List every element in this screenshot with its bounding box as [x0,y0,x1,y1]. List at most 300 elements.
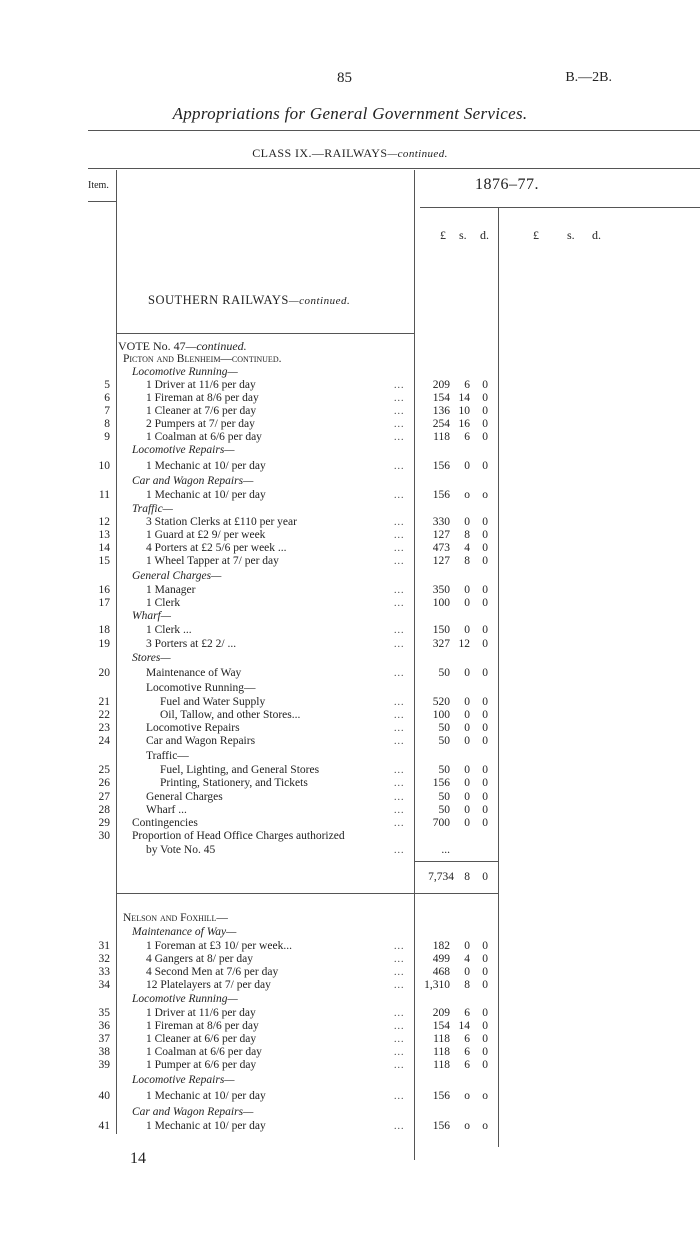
item-number: 13 [98,529,110,541]
table-row [0,966,700,979]
item-label: Wharf— [132,610,171,622]
table-row [0,516,700,529]
amount-shillings: 6 [464,379,470,391]
item-number: 40 [98,1090,110,1102]
item-label: 3 Station Clerks at £110 per year [146,516,297,528]
table-row [0,624,700,637]
amount-shillings: 12 [458,638,470,650]
amount-pence: 0 [482,722,488,734]
item-number: 24 [98,735,110,747]
item-label: 1 Driver at 11/6 per day [146,379,256,391]
item-number: 26 [98,777,110,789]
amount-shillings: 0 [464,597,470,609]
amount-shillings: 10 [458,405,470,417]
amount-pence: 0 [482,696,488,708]
table-row [0,379,700,392]
leader-dots: ... [394,598,405,609]
item-label: Locomotive Running— [132,993,238,1005]
leader-dots: ... [394,954,405,965]
amount-pence: 0 [482,1033,488,1045]
item-label: Oil, Tallow, and other Stores... [160,709,301,721]
item-number: 16 [98,584,110,596]
table-row [0,1020,700,1033]
leader-dots: ... [394,1008,405,1019]
item-label: Picton and Blenheim—continued. [123,353,282,365]
vote-heading: VOTE No. 47—continued. [118,339,247,353]
item-label: Locomotive Running— [132,366,238,378]
currency-pence-2: d. [592,228,601,242]
amount-pounds: 520 [432,696,450,708]
amount-pence: 0 [482,764,488,776]
table-row [0,667,700,680]
item-number: 41 [98,1120,110,1132]
amount-shillings: 0 [464,722,470,734]
leader-dots: ... [394,668,405,679]
currency-shillings-2: s. [567,228,575,242]
item-label: Stores— [132,652,171,664]
leader-dots: ... [394,765,405,776]
amount-pence: 0 [482,817,488,829]
table-row [0,489,700,502]
item-number: 19 [98,638,110,650]
item-label: 1 Mechanic at 10/ per day [146,460,266,472]
table-row [0,1106,700,1119]
item-label: 1 Mechanic at 10/ per day [146,1090,266,1102]
amount-shillings: 4 [464,542,470,554]
amount-pounds: 136 [432,405,450,417]
amount-shillings: 14 [458,1020,470,1032]
amount-shillings: o [464,1120,470,1132]
amount-pounds: 100 [432,597,450,609]
amount-shillings: 6 [464,1033,470,1045]
item-number: 32 [98,953,110,965]
leader-dots: ... [394,461,405,472]
leader-dots: ... [394,639,405,650]
amount-pounds: 1,310 [424,979,450,991]
currency-pounds-2: £ [533,228,539,242]
subtotal-rule-bottom [414,893,498,894]
leader-dots: ... [394,967,405,978]
vote-rule [116,333,414,334]
table-row [0,1059,700,1072]
item-number: 20 [98,667,110,679]
table-row [0,696,700,709]
leader-dots: ... [394,490,405,501]
table-row [0,764,700,777]
item-number: 37 [98,1033,110,1045]
amount-pounds: ... [441,844,450,856]
item-label: 1 Cleaner at 7/6 per day [146,405,257,417]
leader-dots: ... [394,792,405,803]
item-number: 6 [104,392,110,404]
amount-shillings: 0 [464,764,470,776]
item-header-underline [88,201,116,202]
amount-pounds: 254 [432,418,450,430]
item-label: Traffic— [146,750,189,762]
item-label: Car and Wagon Repairs [146,735,256,747]
amount-pence: o [482,489,488,501]
amount-pence: o [482,1120,488,1132]
amount-shillings: 6 [464,431,470,443]
amount-shillings: 6 [464,1007,470,1019]
leader-dots: ... [394,1021,405,1032]
amount-shillings: 0 [464,735,470,747]
item-label: 1 Coalman at 6/6 per day [146,431,262,443]
amount-pounds: 209 [432,379,450,391]
amount-pence: 0 [482,979,488,991]
item-number: 9 [104,431,110,443]
item-number: 17 [98,597,110,609]
item-label: Car and Wagon Repairs— [132,475,254,487]
amount-shillings: 0 [464,804,470,816]
leader-dots: ... [394,941,405,952]
amount-pence: 0 [482,597,488,609]
currency-pounds-1: £ [440,228,446,242]
amount-shillings: 16 [458,418,470,430]
amount-pence: 0 [482,529,488,541]
amount-pence: 0 [482,791,488,803]
leader-dots: ... [394,625,405,636]
amount-pounds: 118 [433,1059,450,1071]
item-number: 28 [98,804,110,816]
table-row [0,584,700,597]
amount-pounds: 118 [433,1033,450,1045]
amount-pence: 0 [482,1020,488,1032]
table-row [0,722,700,735]
amount-shillings: o [464,1090,470,1102]
item-label: Maintenance of Way [146,667,242,679]
amount-shillings: 0 [464,584,470,596]
amount-pence: 0 [482,584,488,596]
item-label: 1 Fireman at 8/6 per day [146,1020,259,1032]
leader-dots: ... [394,778,405,789]
leader-dots: ... [394,585,405,596]
leader-dots: ... [394,1121,405,1132]
table-row [0,353,700,366]
table-row [0,709,700,722]
item-label: 1 Cleaner at 6/6 per day [146,1033,257,1045]
item-number: 25 [98,764,110,776]
amount-shillings: 0 [464,624,470,636]
item-label: Locomotive Running— [146,682,256,694]
subtotal-rule-top [414,861,498,862]
leader-dots: ... [394,1060,405,1071]
item-number: 31 [98,940,110,952]
leader-dots: ... [394,1034,405,1045]
leader-dots: ... [394,419,405,430]
amount-shillings: 8 [464,555,470,567]
section-heading: SOUTHERN RAILWAYS—continued. [148,293,351,307]
table-row [0,817,700,830]
amount-shillings: 8 [464,979,470,991]
item-label: Fuel, Lighting, and General Stores [160,764,320,776]
table-row [0,979,700,992]
item-number: 34 [98,979,110,991]
amount-pence: 0 [482,624,488,636]
item-label: 2 Pumpers at 7/ per day [146,418,255,430]
amount-pounds: 50 [438,722,450,734]
item-number: 18 [98,624,110,636]
table-row [0,844,700,857]
amount-pence: 0 [482,1007,488,1019]
amount-pounds: 327 [432,638,450,650]
amount-shillings: 0 [464,667,470,679]
amount-pence: 0 [482,777,488,789]
subtotal-pence: 0 [482,871,488,883]
amount-pounds: 156 [432,777,450,789]
amount-pence: o [482,1090,488,1102]
leader-dots: ... [394,723,405,734]
item-label: 4 Gangers at 8/ per day [146,953,253,965]
item-label: 1 Coalman at 6/6 per day [146,1046,262,1058]
item-number: 12 [98,516,110,528]
table-row [0,1120,700,1133]
amount-pounds: 127 [432,555,450,567]
amount-pounds: 156 [432,1120,450,1132]
table-row [0,777,700,790]
amount-pence: 0 [482,542,488,554]
leader-dots: ... [394,980,405,991]
item-number: 11 [98,489,110,501]
amount-pounds: 156 [432,460,450,472]
item-label: 1 Mechanic at 10/ per day [146,1120,266,1132]
table-row [0,610,700,623]
table-row [0,597,700,610]
item-label: Contingencies [132,817,198,829]
amount-pence: 0 [482,431,488,443]
amount-pounds: 50 [438,735,450,747]
amount-pence: 0 [482,953,488,965]
amount-pounds: 209 [432,1007,450,1019]
amount-shillings: o [464,489,470,501]
amount-shillings: 0 [464,791,470,803]
item-number: 5 [104,379,110,391]
amount-pounds: 700 [432,817,450,829]
leader-dots: ... [394,517,405,528]
leader-dots: ... [394,432,405,443]
table-row [0,1046,700,1059]
item-label: Locomotive Repairs— [132,444,235,456]
subtotal-pounds: 7,734 [428,871,454,883]
item-number: 27 [98,791,110,803]
amount-pence: 0 [482,940,488,952]
amount-pence: 0 [482,379,488,391]
amount-pence: 0 [482,516,488,528]
item-number: 39 [98,1059,110,1071]
item-label: 1 Mechanic at 10/ per day [146,489,266,501]
year-header: 1876–77. [475,176,539,193]
item-label: General Charges [146,791,223,803]
item-number: 36 [98,1020,110,1032]
amount-shillings: 0 [464,817,470,829]
leader-dots: ... [394,845,405,856]
leader-dots: ... [394,818,405,829]
amount-pounds: 499 [432,953,450,965]
amount-shillings: 6 [464,1046,470,1058]
item-label: Car and Wagon Repairs— [132,1106,254,1118]
table-row [0,1007,700,1020]
item-label: 4 Porters at £2 5/6 per week ... [146,542,287,554]
table-row [0,993,700,1006]
item-label: Fuel and Water Supply [160,696,266,708]
item-label: 4 Second Men at 7/6 per day [146,966,279,978]
item-label: Nelson and Foxhill— [123,912,228,924]
item-label: 1 Pumper at 6/6 per day [146,1059,257,1071]
subtotal-shillings: 8 [464,871,470,883]
amount-shillings: 0 [464,460,470,472]
year-header-underline [420,207,700,208]
page-title: Appropriations for General Government Services. [172,104,528,123]
page-number: 85 [337,70,352,86]
amount-shillings: 6 [464,1059,470,1071]
amount-pounds: 350 [432,584,450,596]
amount-pounds: 50 [438,804,450,816]
amount-pence: 0 [482,966,488,978]
leader-dots: ... [394,406,405,417]
currency-pence-1: d. [480,228,489,242]
amount-pence: 0 [482,418,488,430]
amount-shillings: 4 [464,953,470,965]
item-column-header: Item. [88,180,109,191]
amount-pence: 0 [482,1059,488,1071]
table-row [0,940,700,953]
amount-pence: 0 [482,392,488,404]
item-label: Locomotive Repairs— [132,1074,235,1086]
amount-pounds: 118 [433,431,450,443]
signature-mark: 14 [130,1150,146,1167]
amount-pence: 0 [482,667,488,679]
amount-pounds: 154 [432,392,450,404]
item-label: Locomotive Repairs [146,722,240,734]
table-row [0,1090,700,1103]
table-row [0,953,700,966]
item-number: 21 [98,696,110,708]
amount-shillings: 8 [464,529,470,541]
table-row [0,366,700,379]
table-row [0,682,700,695]
leader-dots: ... [394,543,405,554]
item-number: 35 [98,1007,110,1019]
leader-dots: ... [394,380,405,391]
amount-pounds: 50 [438,667,450,679]
table-row [0,804,700,817]
amount-shillings: 0 [464,777,470,789]
item-number: 15 [98,555,110,567]
amount-pence: 0 [482,638,488,650]
item-number: 38 [98,1046,110,1058]
amount-pounds: 50 [438,791,450,803]
table-row [0,1074,700,1087]
leader-dots: ... [394,393,405,404]
table-row [0,926,700,939]
amount-pounds: 50 [438,764,450,776]
item-number: 7 [104,405,110,417]
amount-pounds: 156 [432,1090,450,1102]
table-row [0,570,700,583]
table-row [0,912,700,925]
amount-pounds: 118 [433,1046,450,1058]
table-row [0,405,700,418]
item-label: Maintenance of Way— [132,926,237,938]
item-label: Wharf ... [146,804,187,816]
item-label: 3 Porters at £2 2/ ... [146,638,237,650]
amount-pounds: 154 [432,1020,450,1032]
item-label: by Vote No. 45 [146,844,216,856]
amount-shillings: 0 [464,516,470,528]
item-label: 1 Clerk ... [146,624,192,636]
document-reference: B.—2B. [565,70,612,85]
leader-dots: ... [394,1047,405,1058]
amount-shillings: 0 [464,696,470,708]
title-rule [88,130,700,131]
leader-dots: ... [394,710,405,721]
table-row [0,460,700,473]
table-row [0,830,700,843]
amount-pounds: 468 [432,966,450,978]
item-number: 33 [98,966,110,978]
amount-shillings: 0 [464,966,470,978]
table-row [0,529,700,542]
amount-pence: 0 [482,735,488,747]
item-label: Printing, Stationery, and Tickets [160,777,308,789]
item-number: 23 [98,722,110,734]
amount-pounds: 100 [432,709,450,721]
item-label: General Charges— [132,570,222,582]
amount-pence: 0 [482,804,488,816]
amount-pence: 0 [482,1046,488,1058]
table-row [0,791,700,804]
item-number: 14 [98,542,110,554]
item-number: 22 [98,709,110,721]
leader-dots: ... [394,556,405,567]
amount-shillings: 0 [464,940,470,952]
table-row [0,418,700,431]
amount-pence: 0 [482,460,488,472]
amount-pence: 0 [482,709,488,721]
table-row [0,652,700,665]
table-row [0,392,700,405]
item-label: 1 Clerk [146,597,181,609]
item-label: 1 Fireman at 8/6 per day [146,392,259,404]
item-label: 1 Wheel Tapper at 7/ per day [146,555,279,567]
amount-pence: 0 [482,405,488,417]
item-label: Traffic— [132,503,173,515]
table-row [0,475,700,488]
item-label: 1 Manager [146,584,196,596]
item-number: 29 [98,817,110,829]
item-label: Proportion of Head Office Charges authorized [132,830,345,842]
table-row [0,750,700,763]
amount-pounds: 182 [432,940,450,952]
table-row [0,431,700,444]
item-label: 1 Driver at 11/6 per day [146,1007,256,1019]
item-label: 12 Platelayers at 7/ per day [146,979,271,991]
amount-shillings: 0 [464,709,470,721]
amount-pounds: 150 [432,624,450,636]
leader-dots: ... [394,1091,405,1102]
amount-pounds: 156 [432,489,450,501]
class-rule [88,168,700,169]
item-label: 1 Guard at £2 9/ per week [146,529,266,541]
table-row [0,555,700,568]
leader-dots: ... [394,530,405,541]
currency-shillings-1: s. [459,228,467,242]
amount-pence: 0 [482,555,488,567]
item-number: 30 [98,830,110,842]
table-row [0,735,700,748]
leader-dots: ... [394,805,405,816]
amount-shillings: 14 [458,392,470,404]
